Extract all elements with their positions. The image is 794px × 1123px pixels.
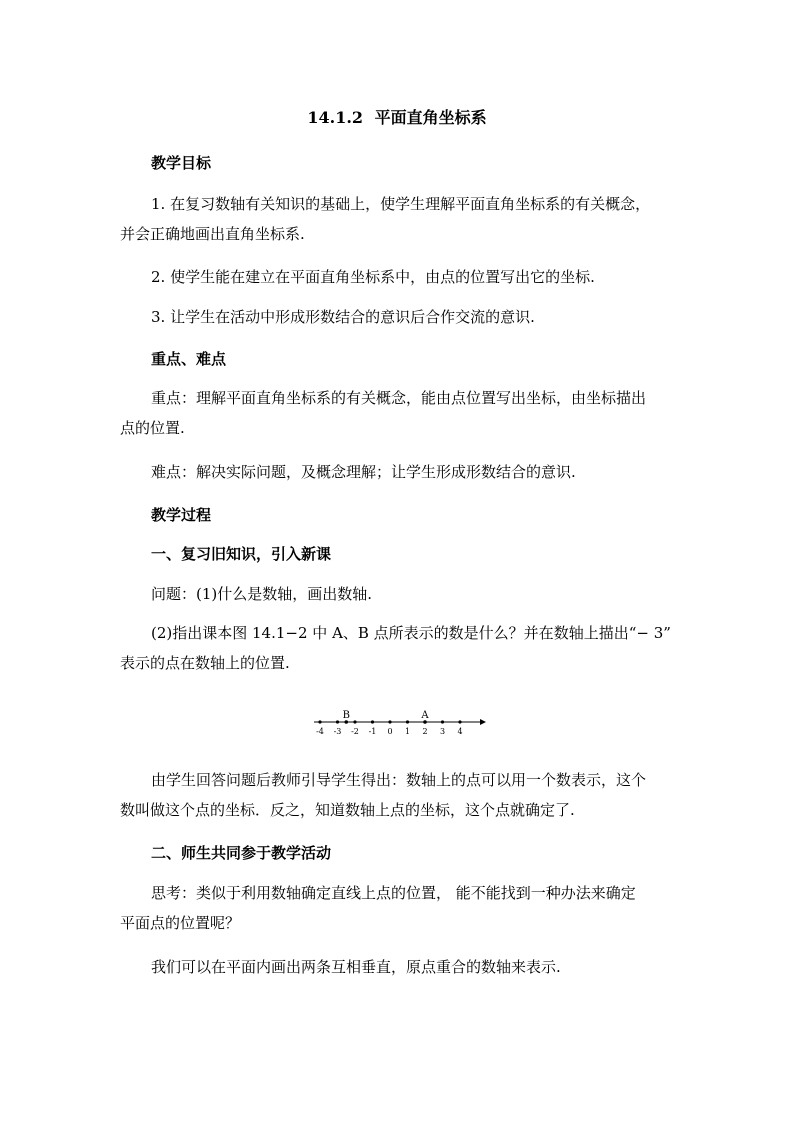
- goal-3: [120, 302, 680, 332]
- goal-1-line-1: 1. 在复习数轴有关知识的基础上，使学生理解平面直角坐标系的有关概念，: [151, 195, 651, 213]
- number-line-tick-label: -1: [368, 727, 377, 736]
- number-line-tick: [406, 720, 409, 723]
- number-line-tick: [371, 720, 374, 723]
- number-line-tick: [353, 720, 356, 723]
- number-line-tick: [318, 720, 321, 723]
- goal-1-line-2: 并会正确地画出直角坐标系.: [120, 225, 305, 243]
- difficult-point: [120, 457, 680, 487]
- heading-key-difficult: 重点、难点: [151, 350, 227, 368]
- heading-part-2: 二、师生共同参于教学活动: [151, 844, 332, 862]
- answer-line-2: 数叫做这个点的坐标．反之，知道数轴上点的坐标，这个点就确定了.: [120, 801, 575, 819]
- think-line-2: 平面点的位置呢？: [120, 914, 241, 932]
- answer: [120, 765, 680, 825]
- page-title: 14.1.2 平面直角坐标系: [307, 108, 487, 127]
- goal-3-line: 3. 让学生在活动中形成形数结合的意识后合作交流的意识.: [151, 308, 535, 326]
- think: [120, 878, 680, 938]
- number-line-tick-label: -4: [316, 727, 324, 736]
- point-a-label: A: [421, 710, 429, 721]
- key-point-line-1: 重点：理解平面直角坐标系的有关概念，能由点位置写出坐标，由坐标描出: [151, 389, 647, 407]
- number-line-arrow: [480, 719, 486, 725]
- answer-line-1: 由学生回答问题后教师引导学生得出：数轴上的点可以用一个数表示，这个: [151, 771, 647, 789]
- heading-teaching-process: 教学过程: [151, 506, 212, 524]
- key-point-line-2: 点的位置.: [120, 419, 185, 437]
- heading-teaching-goals: 教学目标: [151, 154, 212, 172]
- number-line-tick-label: 3: [439, 727, 446, 736]
- number-line-tick-label: 2: [422, 727, 428, 736]
- question-2-line-1: (2)指出课本图 14.1−2 中 A、B 点所表示的数是什么？并在数轴上描出“− 3”: [151, 624, 671, 642]
- number-line-tick: [336, 720, 339, 723]
- number-line-ticks: [316, 720, 462, 736]
- difficult-point-line: 难点：解决实际问题，及概念理解；让学生形成形数结合的意识.: [151, 463, 576, 481]
- question-1: [120, 579, 680, 609]
- number-line-tick-label: 1: [404, 727, 411, 736]
- goal-1: [120, 189, 680, 249]
- think-line-1: 思考：类似于利用数轴确定直线上点的位置， 能不能找到一种办法来确定: [151, 884, 636, 902]
- key-point: [120, 383, 680, 443]
- number-line-tick-label: 4: [457, 727, 463, 736]
- point-b-label: B: [342, 710, 350, 721]
- number-line-figure: [310, 704, 490, 744]
- number-line-tick-label: 0: [387, 727, 393, 736]
- final-statement-line: 我们可以在平面内画出两条互相垂直，原点重合的数轴来表示.: [151, 958, 561, 976]
- question-2-line-2: 表示的点在数轴上的位置.: [120, 654, 290, 672]
- number-line-tick: [388, 720, 391, 723]
- number-line-tick: [441, 720, 444, 723]
- number-line-tick: [458, 720, 461, 723]
- number-line-tick-label: -2: [351, 727, 359, 736]
- heading-part-1: 一、复习旧知识，引入新课: [151, 545, 332, 563]
- question-2: [120, 618, 680, 678]
- number-line-tick-label: -3: [333, 727, 342, 736]
- goal-2-line: 2. 使学生能在建立在平面直角坐标系中，由点的位置写出它的坐标.: [151, 268, 595, 286]
- final-statement: [120, 952, 680, 982]
- goal-2: [120, 262, 680, 292]
- question-1-line: 问题：(1)什么是数轴，画出数轴.: [151, 585, 373, 603]
